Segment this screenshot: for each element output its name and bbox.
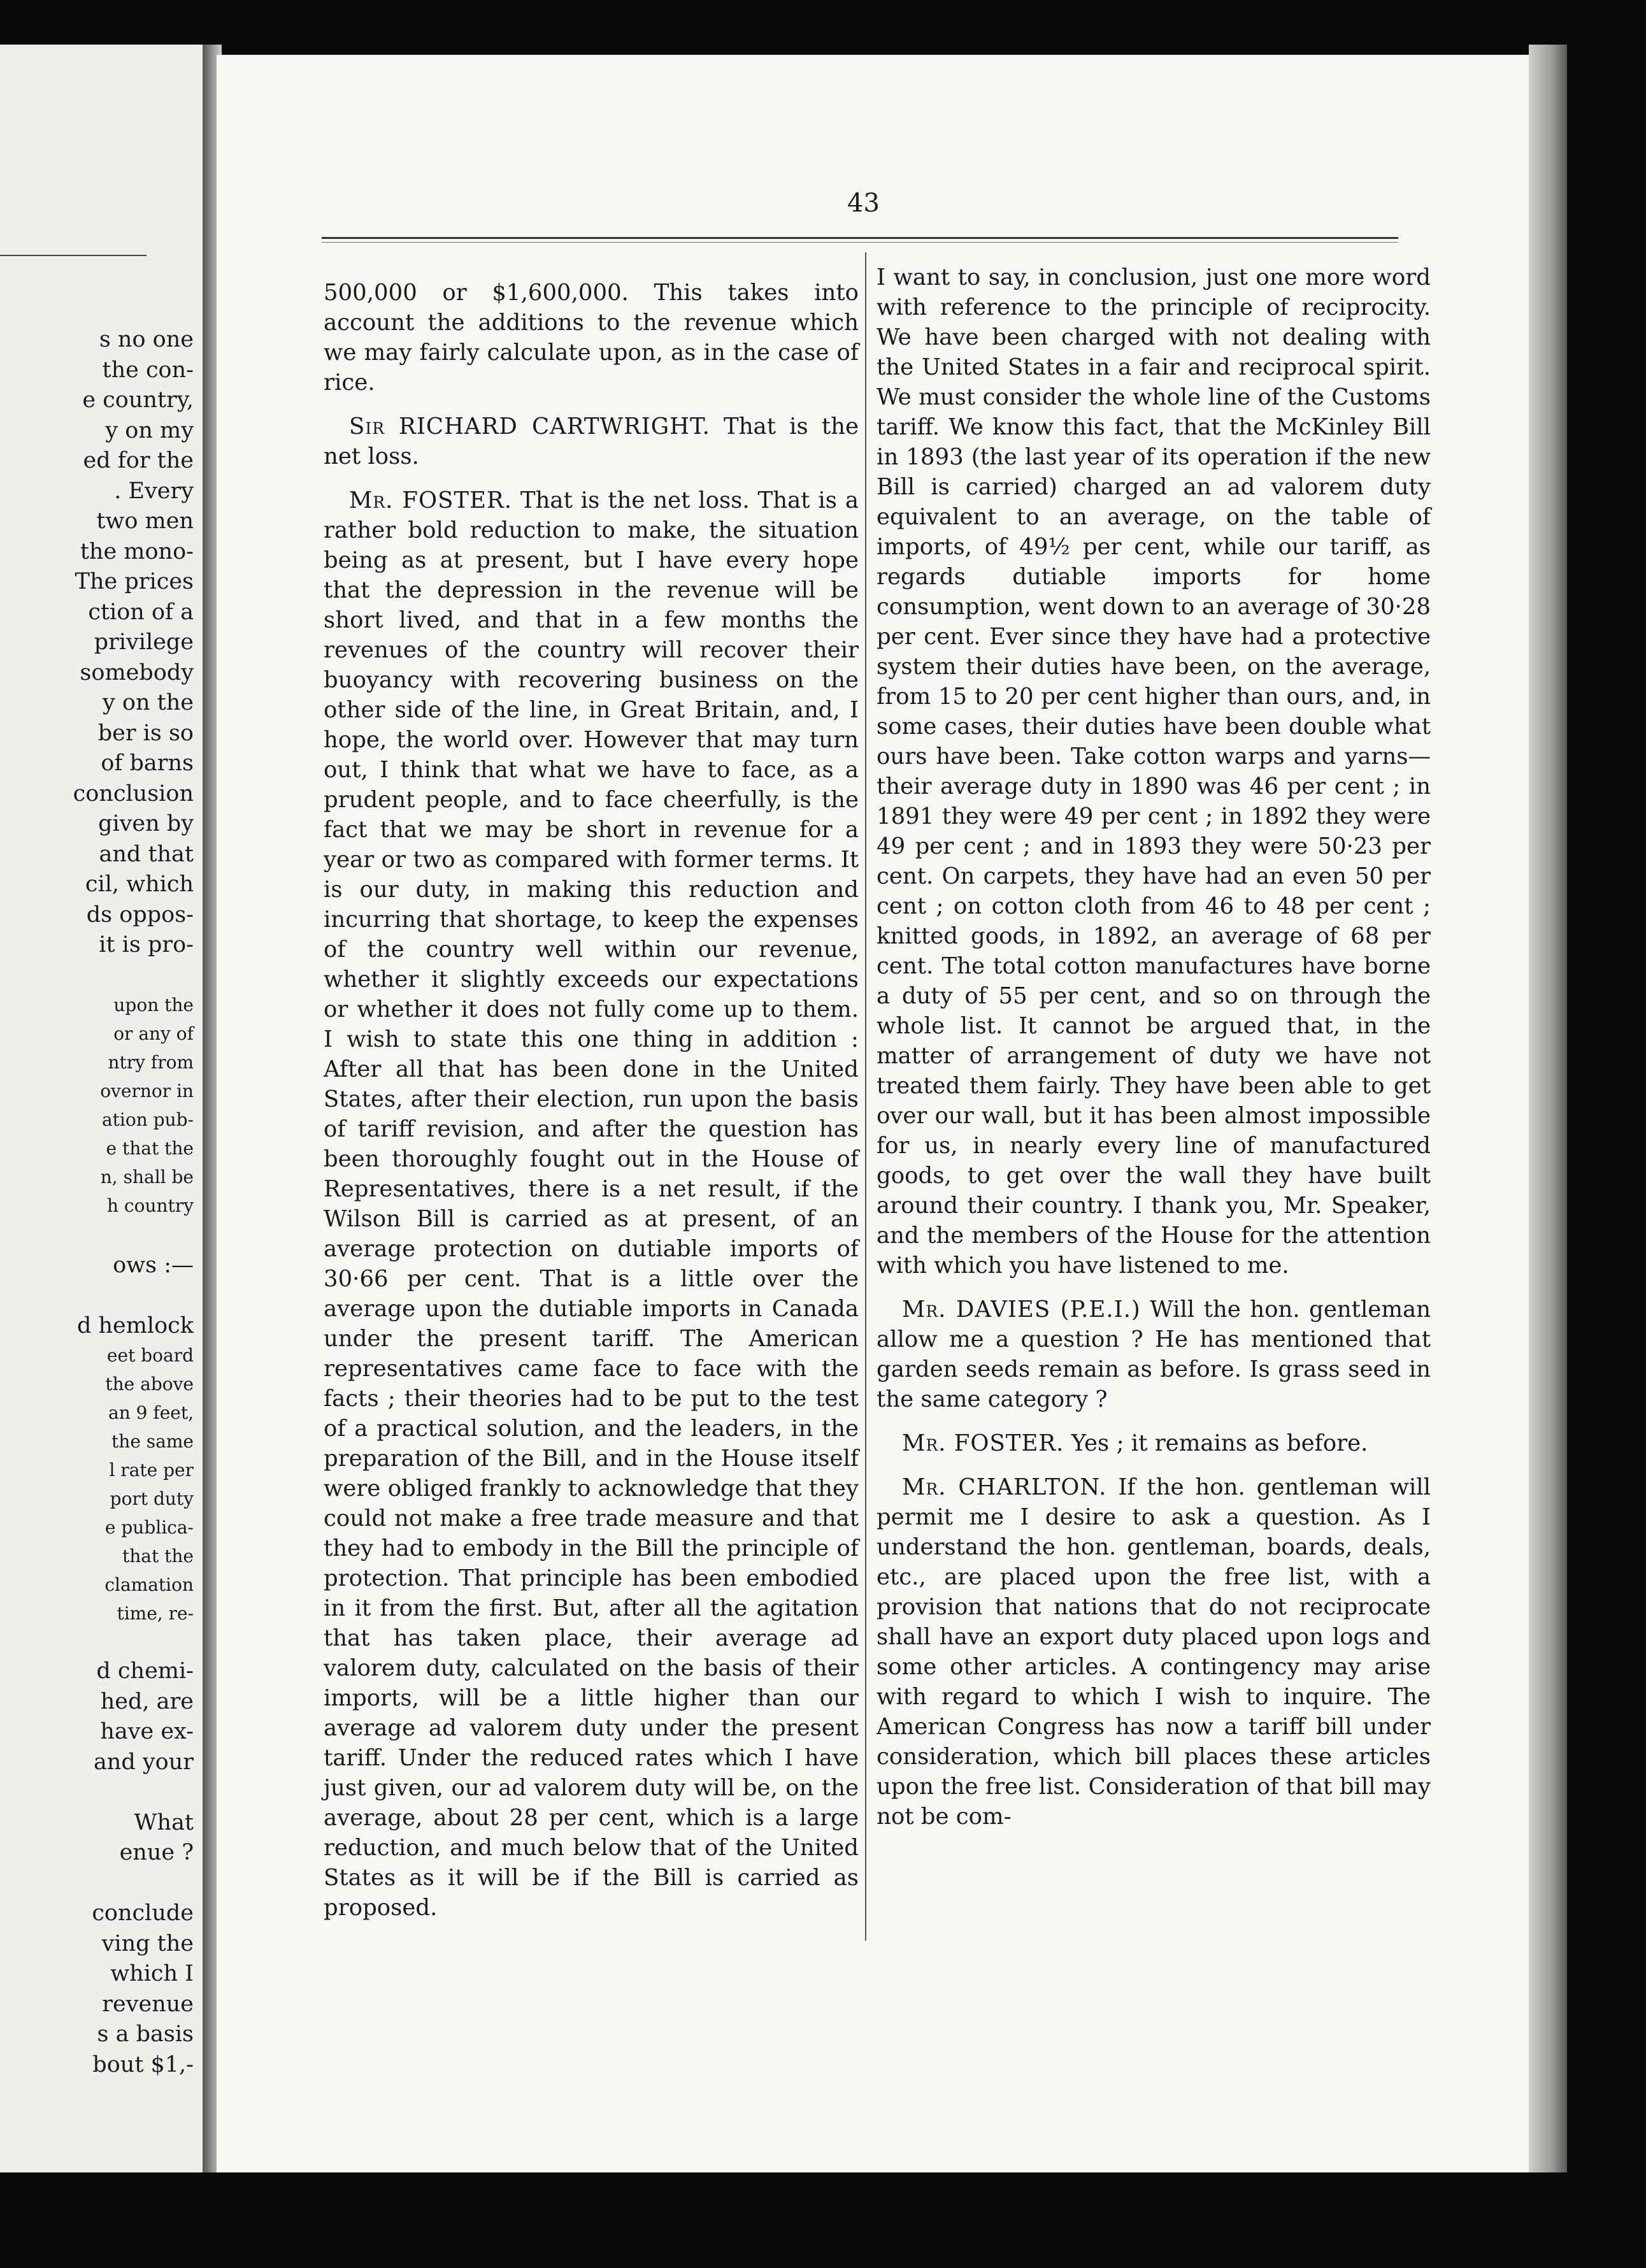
- facing-page-line: h country: [107, 1195, 194, 1216]
- facing-page-line: n, shall be: [100, 1166, 194, 1188]
- facing-page-line: and your: [93, 1749, 194, 1775]
- facing-page-line: conclusion: [73, 780, 194, 807]
- speech-paragraph: [877, 1472, 1431, 1832]
- paragraph-text: That is the net loss.: [324, 413, 859, 470]
- continuation-paragraph: [877, 262, 1431, 1281]
- facing-page-line: have ex-: [100, 1719, 194, 1744]
- facing-page-line: e country,: [82, 387, 194, 413]
- paragraph-text: That is the net loss. That is a rather bold reduction to make, the situation being as at present, but I have every hope that the depression in the revenue will be short lived, and that in a few months the revenues of the country will recover their buoyancy with recovering business on the other side of the line, in Great Britain, and, I hope, the world over. However that may turn out, I think that what we have to face, as a prudent people, and to face cheerfully, is the fact that we may be short in revenue for a year or two as compared with former terms. It is our duty, in making this reduction and incurring that shortage, to keep the expenses of the country well within our revenue, whether it slightly exceeds our expectations or whether it does not fully come up to them. I wish to state this one thing in addition : After all that has been done in the United States, after their election, run upon the basis of tariff revision, and after the question has been thoroughly fought out in the House of Representatives, there is a net result, if the Wilson Bill is carried as at present, of an average protection on dutiable imports of 30·66 per cent. That is a little over the average upon the dutiable imports in Canada under the present tariff. The American representatives came face to face with the facts ; their theories had to be put to the test of a practical solution, and the leaders, in the preparation of the Bill, and in the House itself were obliged frankly to acknowledge that they could not make a free trade measure and that they had to embody in the Bill the principle of protection. That principle has been embodied in it from the first. But, after all the agitation that has taken place, their average ad valorem duty, calculated on the basis of their imports, will be a little higher than our average ad valorem duty under the present tariff. Under the reduced rates which I have just given, our ad valorem duty will be, on the average, about 28 per cent, which is a large reduction, and much below that of the United States as it will be if the Bill is carried as proposed.: [324, 487, 859, 1921]
- facing-page-line: cil, which: [85, 872, 194, 897]
- speech-paragraph: [324, 485, 859, 1923]
- facing-page-line: ed for the: [83, 448, 194, 473]
- facing-page-line: [0, 1777, 194, 1808]
- facing-page-line: the mono-: [80, 538, 194, 564]
- facing-page-line: or any of: [113, 1023, 194, 1044]
- facing-page-line: of barns: [101, 750, 194, 776]
- paragraph-text: 500,000 or $1,600,000. This takes into account the additions to the revenue which we may fairly calculate upon, as in the case of rice.: [324, 280, 859, 396]
- facing-page-line: time, re-: [117, 1603, 194, 1624]
- facing-page-line: enue ?: [119, 1840, 194, 1865]
- left-column: [324, 278, 859, 1937]
- paragraph-text: Yes ; it remains as before.: [1071, 1430, 1368, 1456]
- paragraph-text: Will the hon. gentleman allow me a question ? He has mentioned that garden seeds remain as before. Is grass seed in the same category ?: [877, 1296, 1431, 1412]
- speaker-name: Mr. FOSTER.: [902, 1430, 1064, 1456]
- header-rule-thin: [322, 242, 1398, 243]
- facing-page-line: d hemlock: [76, 1312, 194, 1339]
- facing-page-line: [0, 961, 194, 991]
- facing-page-line: port duty: [110, 1488, 194, 1509]
- facing-page-line: somebody: [80, 659, 194, 685]
- facing-page-line: ds oppos-: [86, 901, 194, 928]
- facing-page-line: l rate per: [109, 1460, 194, 1481]
- speech-paragraph: [877, 1428, 1431, 1458]
- facing-page-line: it is pro-: [99, 932, 194, 958]
- facing-page-line: the same: [111, 1431, 194, 1452]
- facing-page-line: ving the: [101, 1930, 194, 1956]
- facing-page-line: hed, are: [100, 1688, 194, 1714]
- speaker-name: Sir RICHARD CARTWRIGHT.: [349, 413, 710, 440]
- facing-page-line: clamation: [104, 1574, 194, 1595]
- speaker-name: Mr. DAVIES (P.E.I.): [902, 1296, 1141, 1323]
- facing-page-line: ows :—: [113, 1252, 194, 1278]
- facing-page-line: and that: [99, 841, 194, 867]
- facing-page-line: eet board: [106, 1345, 194, 1366]
- header-rule: [322, 237, 1398, 239]
- continuation-paragraph: [324, 278, 859, 398]
- facing-page-line: [0, 1220, 194, 1251]
- facing-page-line: e that the: [106, 1138, 194, 1159]
- facing-page-line: . Every: [114, 478, 194, 504]
- facing-page-line: the above: [105, 1374, 194, 1395]
- facing-page-line: upon the: [113, 994, 194, 1016]
- facing-page-rule: [0, 255, 147, 256]
- speech-paragraph: [324, 412, 859, 471]
- facing-page-line: bout $1,-: [92, 2051, 194, 2078]
- facing-page-line: given by: [98, 811, 194, 836]
- page-edge: [1529, 45, 1567, 2172]
- facing-page-line: revenue: [102, 1991, 194, 2017]
- facing-page-line: e publica-: [104, 1517, 194, 1538]
- facing-page-line: which I: [110, 1961, 194, 1986]
- paragraph-text: If the hon. gentleman will permit me I desire to ask a question. As I understand the hon. gentleman, boards, deals, etc., are placed upon the free list, with a provision that nations that do not reciprocate shall have an export duty placed upon logs and some other articles. A contingency may arise with regard to which I wish to inquire. The American Congress has now a tariff bill under consideration, which bill places these articles upon the free list. Consideration of that bill may not be com-: [877, 1474, 1431, 1830]
- speaker-name: Mr. FOSTER.: [349, 487, 512, 513]
- facing-page-left: [0, 45, 203, 2172]
- column-divider: [865, 252, 866, 1941]
- facing-page-line: [0, 1628, 194, 1656]
- speaker-name: Mr. CHARLTON.: [902, 1474, 1107, 1500]
- facing-page-line: [0, 1281, 194, 1311]
- facing-page-line: an 9 feet,: [108, 1402, 194, 1423]
- facing-page-line: conclude: [92, 1900, 194, 1926]
- facing-page-line: ntry from: [108, 1052, 194, 1073]
- facing-page-line: ation pub-: [101, 1109, 194, 1130]
- facing-page-line: y on my: [105, 417, 194, 443]
- facing-page-line: two men: [96, 508, 194, 534]
- facing-page-line: s no one: [99, 327, 194, 352]
- facing-page-line: ction of a: [88, 599, 194, 625]
- facing-page-line: The prices: [75, 569, 194, 594]
- facing-page-text: [0, 325, 194, 2080]
- facing-page-line: privilege: [94, 629, 194, 655]
- facing-page-line: s a basis: [97, 2021, 194, 2047]
- facing-page-line: that the: [122, 1546, 194, 1567]
- facing-page-line: [0, 1869, 194, 1899]
- facing-page-line: y on the: [103, 690, 194, 715]
- facing-page-line: d chemi-: [96, 1658, 194, 1684]
- paragraph-text: I want to say, in conclusion, just one more word with reference to the principle of reciprocity. We have been charged with not dealing with the United States in a fair and reciprocal spirit. We must consider the whole line of the Customs tariff. We know this fact, that the McKinley Bill in 1893 (the last year of its operation if the new Bill is carried) charged an ad valorem duty equivalent to an average, on the table of imports, of 49½ per cent, while our tariff, as regards dutiable imports for home consumption, went down to an average of 30·28 per cent. Ever since they have had a protective system their duties have been, on the average, from 15 to 20 per cent higher than ours, and, in some cases, their duties have been double what ours have been. Take cotton warps and yarns—their average duty in 1890 was 46 per cent ; in 1891 they were 49 per cent ; in 1892 they were 49 per cent ; and in 1893 they were 50·23 per cent. On carpets, they have had an even 50 per cent ; on cotton cloth from 46 to 48 per cent ; knitted goods, in 1892, an average of 68 per cent. The total cotton manufactures have borne a duty of 55 per cent, and so on through the whole list. It cannot be argued that, in the matter of arrangement of duty we have not treated them fairly. They have been able to get over our wall, but it has been almost impossible for us, in nearly every line of manufactured goods, to get over the wall they have built around their country. I thank you, Mr. Speaker, and the members of the House for the attention with which you have listened to me.: [877, 264, 1431, 1279]
- speech-paragraph: [877, 1295, 1431, 1414]
- page-number: 43: [847, 189, 880, 218]
- facing-page-line: overnor in: [100, 1080, 194, 1102]
- facing-page-line: What: [134, 1809, 194, 1835]
- facing-page-line: the con-: [102, 357, 194, 383]
- right-column: [877, 262, 1431, 1846]
- facing-page-line: ber is so: [97, 720, 194, 746]
